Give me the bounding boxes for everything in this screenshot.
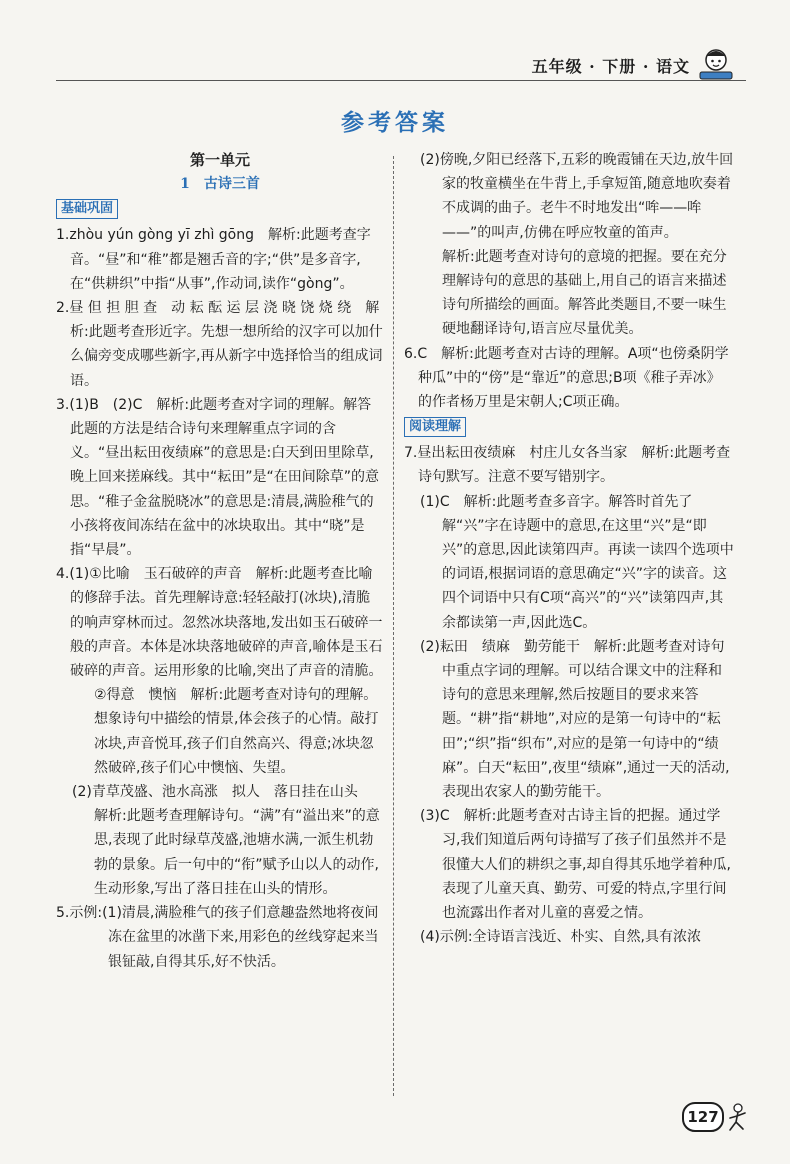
answer-item: (2)青草茂盛、池水高涨 拟人 落日挂在山头 解析:此题考查理解诗句。“满”有“溢出来”的意思,表现了此时绿草茂盛,池塘水满,一派生机勃勃的景象。后一句中的“衔”赋予山以人的动作,生动形象,写出了落日挂在山头的情形。 bbox=[72, 784, 380, 897]
answer-item: (1)C 解析:此题考查多音字。解答时首先了解“兴”字在诗题中的意思,在这里“兴”是“即兴”的意思,因此读第四声。再读一读四个选项中的词语,根据词语的意思确定“兴”字的读音。这四个词语中只有C项“高兴”的“兴”读第四声,其余都读第一声,因此选C。 bbox=[420, 493, 734, 631]
runner-icon bbox=[726, 1102, 750, 1134]
answer-item: 1.zhòu yún gòng yī zhì gōng 解析:此题考查字音。“昼”和“稚”都是翘舌音的字;“供”是多音字,在“供耕织”中指“从事”,作动词,读作“gòng”。 bbox=[56, 227, 371, 292]
answer-item: 3.(1)B (2)C 解析:此题考查对字词的理解。解答此题的方法是结合诗句来理解重点字词的含义。“昼出耘田夜绩麻”的意思是:白天到田里除草,晚上回来搓麻线。其中“耘田”是“在田间除草”的意思。“稚子金盆脱晓冰”的意思是:清晨,满脸稚气的小孩将夜间冻结在盆中的冰块取出。其中“晓”是指“早晨”。 bbox=[56, 396, 380, 559]
answer-item: 6.C 解析:此题考查对古诗的理解。A项“也傍桑阴学种瓜”中的“傍”是“靠近”的意思;B项《稚子弄冰》的作者杨万里是宋朝人;C项正确。 bbox=[404, 345, 729, 411]
right-column bbox=[404, 148, 734, 950]
page-number: 127 bbox=[682, 1102, 724, 1132]
header-rule bbox=[56, 80, 746, 81]
answer-item: 4.(1)①比喻 玉石破碎的声音 解析:此题考查比喻的修辞手法。首先理解诗意:轻轻敲打(冰块),清脆的响声穿林而过。忽然冰块落地,发出如玉石破碎一般的声音。本体是冰块落地破碎的声音,喻体是玉石破碎的声音。运用形象的比喻,突出了声音的清脆。 bbox=[56, 566, 383, 680]
answer-item: 7.昼出耘田夜绩麻 村庄儿女各当家 解析:此题考查诗句默写。注意不要写错别字。 bbox=[404, 445, 731, 486]
mascot-icon bbox=[694, 44, 738, 82]
unit-heading: 第一单元 bbox=[189, 151, 250, 169]
left-column bbox=[56, 148, 384, 974]
page-title: 参考答案 bbox=[341, 109, 449, 136]
lesson-heading: 1 古诗三首 bbox=[180, 176, 260, 193]
answer-item: (2)傍晚,夕阳已经落下,五彩的晚霞铺在天边,放牛回家的牧童横坐在牛背上,手拿短笛,随意地吹奏着不成调的曲子。老牛不时地发出“哞——哞——”的叫声,仿佛在呼应牧童的笛声。 bbox=[420, 152, 734, 241]
answer-item: (3)C 解析:此题考查对古诗主旨的把握。通过学习,我们知道后两句诗描写了孩子们虽然并不是很懂大人们的耕织之事,却自得其乐地学着种瓜,表现了儿童天真、勤劳、可爱的特点,字里行间也流露出作者对儿童的喜爱之情。 bbox=[420, 808, 731, 922]
running-header: 五年级 · 下册 · 语文 bbox=[531, 57, 690, 76]
answer-item: 解析:此题考查对诗句的意境的把握。要在充分理解诗句的意思的基础上,用自己的语言来描述诗句所描绘的画面。解答此类题目,不要一味生硬地翻译诗句,语言应尽量优美。 bbox=[442, 248, 727, 338]
answer-item: (4)示例:全诗语言浅近、朴实、自然,具有浓浓 bbox=[420, 929, 701, 946]
answer-item: (2)耘田 绩麻 勤劳能干 解析:此题考查对诗句中重点字词的理解。可以结合课文中的注释和诗句的意思来理解,然后按题目的要求来答题。“耕”指“耕地”,对应的是第一句诗中的“耘田”;“织”指“织布”,对应的是第一句诗中的“绩麻”。白天“耘田”,夜里“绩麻”,通过一天的活动,表现出农家人的勤劳能干。 bbox=[420, 638, 730, 801]
answer-item: 2.昼 但 担 胆 查 动 耘 酝 运 层 浇 晓 饶 烧 绕 解析:此题考查形近字。先想一想所给的汉字可以加什么偏旁变成哪些新字,再从新字中选择恰当的组成词语。 bbox=[56, 300, 383, 389]
answer-item: 5.示例:(1)清晨,满脸稚气的孩子们意趣盎然地将夜间冻在盆里的冰凿下来,用彩色的丝线穿起来当银钲敲,自得其乐,好不快活。 bbox=[56, 905, 379, 970]
answer-item: ②得意 懊恼 解析:此题考查对诗句的理解。想象诗句中描绘的情景,体会孩子的心情。敲打冰块,声音悦耳,孩子们自然高兴、得意;冰块忽然破碎,孩子们心中懊恼、失望。 bbox=[94, 687, 379, 776]
column-divider bbox=[393, 156, 394, 1096]
section-label-reading: 阅读理解 bbox=[404, 417, 466, 437]
section-label-basic: 基础巩固 bbox=[56, 199, 118, 219]
